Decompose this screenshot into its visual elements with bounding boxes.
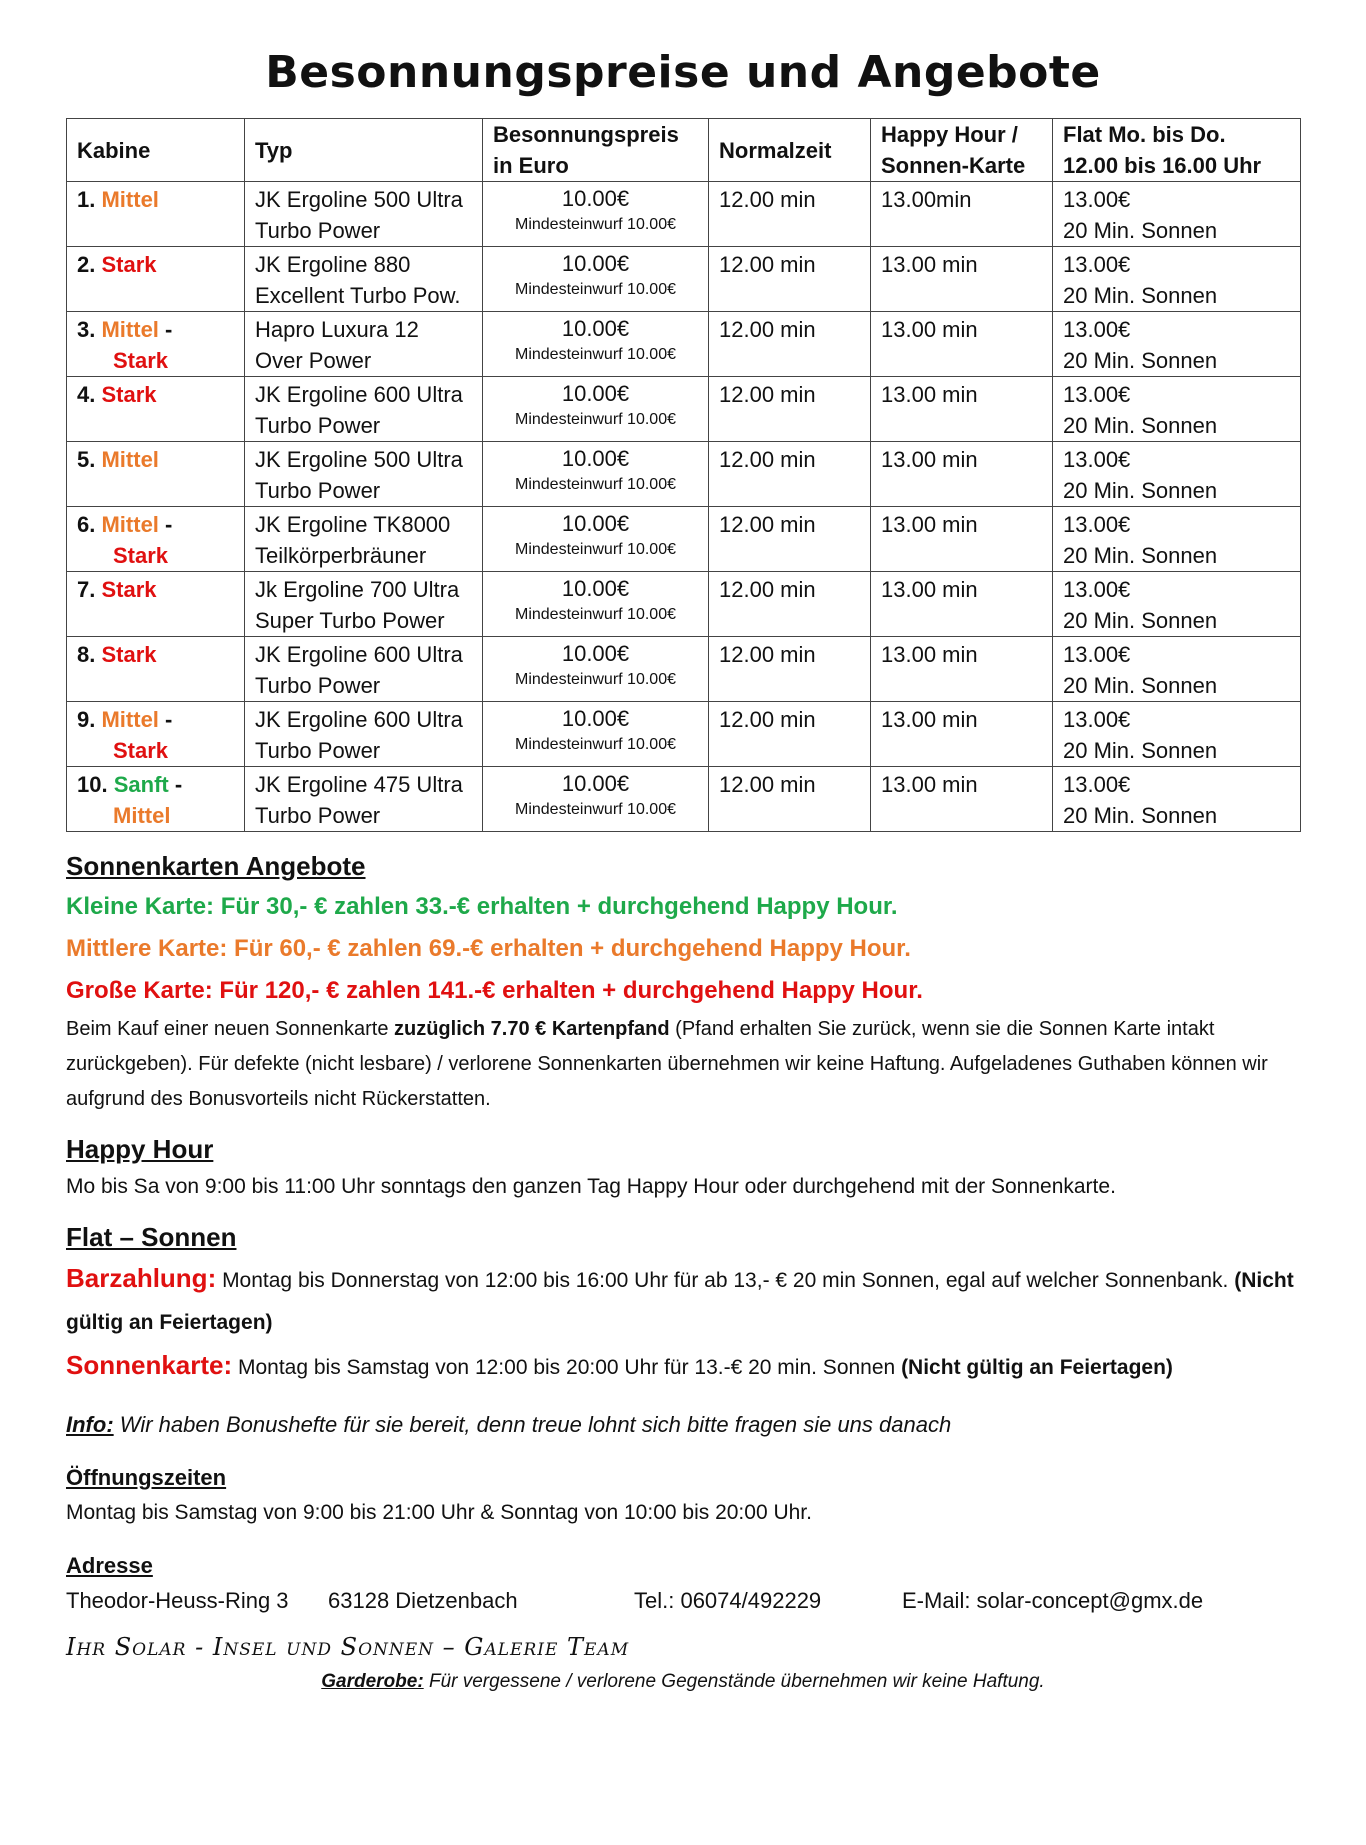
flat-section <box>66 1217 1300 1389</box>
cabin-number: 1. <box>77 187 96 212</box>
cell-typ: JK Ergoline 600 Ultra Turbo Power <box>245 377 483 442</box>
cell-happy-hour: 13.00 min <box>871 312 1053 377</box>
cell-normalzeit: 12.00 min <box>709 377 871 442</box>
info-note: Info: Wir haben Bonushefte für sie bereit, denn treue lohnt sich bitte fragen sie uns danach <box>66 1412 952 1437</box>
address-line <box>66 1583 1300 1619</box>
offer-mittlere-karte: Mittlere Karte: Für 60,- € zahlen 69.-€ erhalten + durchgehend Happy Hour. <box>66 935 911 962</box>
cell-normalzeit: 12.00 min <box>709 312 871 377</box>
cabin-number: 7. <box>77 577 96 602</box>
cell-flat: 13.00€ 20 Min. Sonnen <box>1053 507 1301 572</box>
cell-preis: 10.00€ Mindesteinwurf 10.00€ <box>483 767 709 832</box>
table-row <box>67 182 1301 247</box>
page-title: Besonnungspreise und Angebote <box>265 47 1101 98</box>
cell-flat: 13.00€ 20 Min. Sonnen <box>1053 442 1301 507</box>
cell-typ: Hapro Luxura 12 Over Power <box>245 312 483 377</box>
cabin-number: 6. <box>77 512 96 537</box>
cell-happy-hour: 13.00min <box>871 182 1053 247</box>
cell-typ: JK Ergoline 880 Excellent Turbo Pow. <box>245 247 483 312</box>
cell-normalzeit: 12.00 min <box>709 572 871 637</box>
happy-hour-heading: Happy Hour <box>66 1134 214 1164</box>
cell-kabine <box>67 377 245 442</box>
intensity-label: Stark <box>101 642 157 667</box>
cell-flat: 13.00€ 20 Min. Sonnen <box>1053 572 1301 637</box>
sonnenkarten-section <box>66 846 1300 1117</box>
cell-flat: 13.00€ 20 Min. Sonnen <box>1053 182 1301 247</box>
address-section <box>66 1549 1300 1619</box>
cell-happy-hour: 13.00 min <box>871 442 1053 507</box>
cell-preis: 10.00€ Mindesteinwurf 10.00€ <box>483 182 709 247</box>
cell-typ: Jk Ergoline 700 Ultra Super Turbo Power <box>245 572 483 637</box>
address-heading: Adresse <box>66 1553 153 1578</box>
happy-hour-section <box>66 1129 1300 1205</box>
cell-kabine <box>67 637 245 702</box>
table-row <box>67 312 1301 377</box>
cabin-number: 8. <box>77 642 96 667</box>
cell-normalzeit: 12.00 min <box>709 637 871 702</box>
table-row <box>67 507 1301 572</box>
cabin-number: 5. <box>77 447 96 472</box>
cell-flat: 13.00€ 20 Min. Sonnen <box>1053 377 1301 442</box>
cell-preis: 10.00€ Mindesteinwurf 10.00€ <box>483 442 709 507</box>
cell-normalzeit: 12.00 min <box>709 507 871 572</box>
flat-sonnenkarte: Sonnenkarte: Montag bis Samstag von 12:00 bis 20:00 Uhr für 13.-€ 20 min. Sonnen (Nicht gültig an Feiertagen) <box>66 1350 1173 1380</box>
intensity-label: Stark <box>101 382 157 407</box>
col-header-normalzeit: Normalzeit <box>709 119 871 182</box>
intensity-label-2: Stark <box>113 738 169 763</box>
cell-normalzeit: 12.00 min <box>709 247 871 312</box>
cell-kabine <box>67 182 245 247</box>
cell-kabine <box>67 767 245 832</box>
table-row <box>67 377 1301 442</box>
cell-flat: 13.00€ 20 Min. Sonnen <box>1053 247 1301 312</box>
intensity-label: Sanft <box>113 772 169 797</box>
cabin-number: 10. <box>77 772 108 797</box>
cell-preis: 10.00€ Mindesteinwurf 10.00€ <box>483 247 709 312</box>
offer-kleine-karte: Kleine Karte: Für 30,- € zahlen 33.-€ erhalten + durchgehend Happy Hour. <box>66 893 898 920</box>
team-signature: Ihr Solar - Insel und Sonnen – Galerie Team <box>66 1633 630 1661</box>
intensity-label: Mittel <box>101 512 159 537</box>
intensity-label: Stark <box>101 252 157 277</box>
cell-typ: JK Ergoline 500 Ultra Turbo Power <box>245 442 483 507</box>
cell-normalzeit: 12.00 min <box>709 767 871 832</box>
cell-flat: 13.00€ 20 Min. Sonnen <box>1053 312 1301 377</box>
cell-kabine <box>67 312 245 377</box>
cell-preis: 10.00€ Mindesteinwurf 10.00€ <box>483 312 709 377</box>
cell-happy-hour: 13.00 min <box>871 572 1053 637</box>
offer-grosse-karte: Große Karte: Für 120,- € zahlen 141.-€ erhalten + durchgehend Happy Hour. <box>66 977 923 1004</box>
cell-flat: 13.00€ 20 Min. Sonnen <box>1053 702 1301 767</box>
cell-flat: 13.00€ 20 Min. Sonnen <box>1053 637 1301 702</box>
cell-happy-hour: 13.00 min <box>871 767 1053 832</box>
sonnenkarten-heading: Sonnenkarten Angebote <box>66 851 366 881</box>
cell-preis: 10.00€ Mindesteinwurf 10.00€ <box>483 637 709 702</box>
sonnenkarten-note: Beim Kauf einer neuen Sonnenkarte zuzüglich 7.70 € Kartenpfand (Pfand erhalten Sie zurück, wenn sie die Sonnen Karte intakt zurückgeben). Für defekte (nicht lesbare) / verlorene Sonnenkarten übernehmen wir keine Haftung. Aufgeladenes Guthaben können wir aufgrund des Bonusvorteils nicht Rückerstatten. <box>66 1018 1268 1110</box>
cell-preis: 10.00€ Mindesteinwurf 10.00€ <box>483 377 709 442</box>
opening-hours-heading: Öffnungszeiten <box>66 1465 227 1490</box>
address-street: Theodor-Heuss-Ring 3 <box>66 1588 289 1613</box>
garderobe-note: Garderobe: Für vergessene / verlorene Gegenstände übernehmen wir keine Haftung. <box>321 1671 1045 1692</box>
intensity-label: Mittel <box>101 187 159 212</box>
address-email: E-Mail: solar-concept@gmx.de <box>902 1588 1204 1613</box>
cell-typ: JK Ergoline 600 Ultra Turbo Power <box>245 702 483 767</box>
cell-happy-hour: 13.00 min <box>871 377 1053 442</box>
price-sheet <box>66 40 1300 1697</box>
intensity-label: Mittel <box>101 447 159 472</box>
table-row <box>67 247 1301 312</box>
happy-hour-text: Mo bis Sa von 9:00 bis 11:00 Uhr sonntags den ganzen Tag Happy Hour oder durchgehend mit der Sonnenkarte. <box>66 1175 1116 1198</box>
address-phone: Tel.: 06074/492229 <box>634 1588 822 1613</box>
intensity-label: Mittel <box>101 707 159 732</box>
table-row <box>67 702 1301 767</box>
cell-typ: JK Ergoline 600 Ultra Turbo Power <box>245 637 483 702</box>
cell-normalzeit: 12.00 min <box>709 442 871 507</box>
cell-normalzeit: 12.00 min <box>709 702 871 767</box>
intensity-label: Stark <box>101 577 157 602</box>
cell-kabine <box>67 572 245 637</box>
table-header-row <box>67 119 1301 182</box>
cell-happy-hour: 13.00 min <box>871 507 1053 572</box>
cell-happy-hour: 13.00 min <box>871 637 1053 702</box>
cell-kabine <box>67 442 245 507</box>
cell-happy-hour: 13.00 min <box>871 702 1053 767</box>
col-header-kabine: Kabine <box>67 119 245 182</box>
address-city: 63128 Dietzenbach <box>328 1588 518 1613</box>
intensity-label-2: Stark <box>113 543 169 568</box>
cell-kabine <box>67 507 245 572</box>
col-header-happy-hour: Happy Hour / Sonnen-Karte <box>871 119 1053 182</box>
cabin-number: 9. <box>77 707 96 732</box>
intensity-label-2: Stark <box>113 348 169 373</box>
cabin-number: 3. <box>77 317 96 342</box>
opening-hours-section <box>66 1461 1300 1531</box>
cell-preis: 10.00€ Mindesteinwurf 10.00€ <box>483 507 709 572</box>
table-row <box>67 572 1301 637</box>
table-row <box>67 767 1301 832</box>
intensity-dash: - <box>158 317 173 342</box>
intensity-label: Mittel <box>101 317 159 342</box>
table-row <box>67 637 1301 702</box>
intensity-dash: - <box>168 772 183 797</box>
cell-typ: JK Ergoline TK8000 Teilkörperbräuner <box>245 507 483 572</box>
opening-hours-text: Montag bis Samstag von 9:00 bis 21:00 Uhr & Sonntag von 10:00 bis 20:00 Uhr. <box>66 1501 812 1524</box>
cell-happy-hour: 13.00 min <box>871 247 1053 312</box>
col-header-preis: Besonnungspreis in Euro <box>483 119 709 182</box>
intensity-dash: - <box>158 707 173 732</box>
price-table <box>66 118 1301 832</box>
cell-preis: 10.00€ Mindesteinwurf 10.00€ <box>483 702 709 767</box>
intensity-dash: - <box>158 512 173 537</box>
cell-typ: JK Ergoline 475 Ultra Turbo Power <box>245 767 483 832</box>
intensity-label-2: Mittel <box>113 803 171 828</box>
flat-barzahlung: Barzahlung: Montag bis Donnerstag von 12:00 bis 16:00 Uhr für ab 13,- € 20 min Sonnen, egal auf welcher Sonnenbank. (Nicht gültig an Feiertagen) <box>66 1263 1294 1334</box>
flat-heading: Flat – Sonnen <box>66 1222 237 1252</box>
cell-preis: 10.00€ Mindesteinwurf 10.00€ <box>483 572 709 637</box>
col-header-flat: Flat Mo. bis Do. 12.00 bis 16.00 Uhr <box>1053 119 1301 182</box>
cell-typ: JK Ergoline 500 Ultra Turbo Power <box>245 182 483 247</box>
cell-kabine <box>67 702 245 767</box>
cell-flat: 13.00€ 20 Min. Sonnen <box>1053 767 1301 832</box>
cell-kabine <box>67 247 245 312</box>
cabin-number: 4. <box>77 382 96 407</box>
cell-normalzeit: 12.00 min <box>709 182 871 247</box>
col-header-typ: Typ <box>245 119 483 182</box>
cabin-number: 2. <box>77 252 96 277</box>
table-row <box>67 442 1301 507</box>
